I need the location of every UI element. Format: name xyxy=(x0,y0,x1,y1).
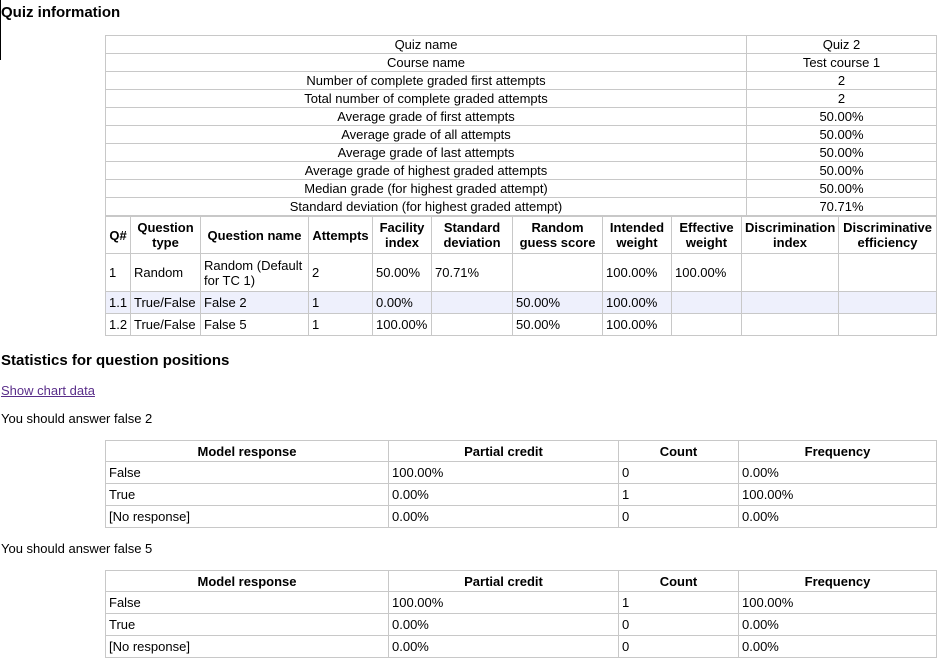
column-header: Discriminative efficiency xyxy=(839,217,937,254)
question-cell xyxy=(742,292,839,314)
response-cell: 0 xyxy=(619,506,739,528)
info-row xyxy=(106,72,937,90)
info-label: Number of complete graded first attempts xyxy=(106,72,747,90)
question-cell: 100.00% xyxy=(603,314,672,336)
question-cell: 100.00% xyxy=(373,314,432,336)
quiz-info-heading: Quiz information xyxy=(1,4,121,21)
response-cell: 100.00% xyxy=(389,462,619,484)
response-cell: 0.00% xyxy=(739,636,937,658)
question-cell xyxy=(432,292,513,314)
response-row xyxy=(106,462,937,484)
response-cell: 100.00% xyxy=(739,484,937,506)
column-header: Facility index xyxy=(373,217,432,254)
info-label: Total number of complete graded attempts xyxy=(106,90,747,108)
question-cell: 70.71% xyxy=(432,254,513,292)
question-cell: 1.2 xyxy=(106,314,131,336)
response-cell: False xyxy=(106,462,389,484)
question-cell xyxy=(742,314,839,336)
info-label: Median grade (for highest graded attempt) xyxy=(106,180,747,198)
info-value: Quiz 2 xyxy=(747,36,937,54)
info-row xyxy=(106,180,937,198)
info-label: Standard deviation (for highest graded attempt) xyxy=(106,198,747,216)
question-row xyxy=(106,314,937,336)
response-cell: 0.00% xyxy=(389,506,619,528)
quiz-info-table xyxy=(105,35,937,216)
question-cell xyxy=(672,292,742,314)
question-cell xyxy=(742,254,839,292)
response-cell: 0 xyxy=(619,614,739,636)
question-text-1: You should answer false 2 xyxy=(1,411,153,426)
response-cell: 100.00% xyxy=(389,592,619,614)
column-header: Standard deviation xyxy=(432,217,513,254)
info-label: Average grade of all attempts xyxy=(106,126,747,144)
response-cell: False xyxy=(106,592,389,614)
question-cell: Random (Default for TC 1) xyxy=(201,254,309,292)
question-cell: False 5 xyxy=(201,314,309,336)
info-value: 50.00% xyxy=(747,144,937,162)
question-cell: Random xyxy=(131,254,201,292)
positions-heading: Statistics for question positions xyxy=(1,352,230,369)
response-cell: 0.00% xyxy=(739,614,937,636)
info-value: 50.00% xyxy=(747,162,937,180)
question-cell: True/False xyxy=(131,292,201,314)
response-cell: 0.00% xyxy=(389,484,619,506)
info-value: 2 xyxy=(747,72,937,90)
response-table-2 xyxy=(105,570,937,658)
column-header: Model response xyxy=(106,441,389,462)
response-row xyxy=(106,592,937,614)
question-cell: 100.00% xyxy=(603,254,672,292)
question-cell: 50.00% xyxy=(513,314,603,336)
question-cell: 50.00% xyxy=(373,254,432,292)
response-cell: True xyxy=(106,484,389,506)
info-label: Average grade of highest graded attempts xyxy=(106,162,747,180)
info-row xyxy=(106,108,937,126)
question-cell xyxy=(672,314,742,336)
column-header: Discrimination index xyxy=(742,217,839,254)
column-header: Effective weight xyxy=(672,217,742,254)
response-cell: 0 xyxy=(619,462,739,484)
column-header: Partial credit xyxy=(389,441,619,462)
info-value: 2 xyxy=(747,90,937,108)
info-label: Average grade of last attempts xyxy=(106,144,747,162)
question-cell: 100.00% xyxy=(603,292,672,314)
column-header: Question name xyxy=(201,217,309,254)
question-cell xyxy=(839,254,937,292)
info-value: 50.00% xyxy=(747,126,937,144)
info-label: Course name xyxy=(106,54,747,72)
info-label: Average grade of first attempts xyxy=(106,108,747,126)
column-header: Random guess score xyxy=(513,217,603,254)
response-cell: [No response] xyxy=(106,506,389,528)
show-chart-data-link[interactable]: Show chart data xyxy=(1,383,95,398)
info-row xyxy=(106,126,937,144)
info-row xyxy=(106,36,937,54)
info-row xyxy=(106,162,937,180)
info-row xyxy=(106,54,937,72)
question-row xyxy=(106,292,937,314)
info-label: Quiz name xyxy=(106,36,747,54)
question-cell: False 2 xyxy=(201,292,309,314)
response-cell: 0.00% xyxy=(739,506,937,528)
response-cell: 100.00% xyxy=(739,592,937,614)
question-row xyxy=(106,254,937,292)
question-cell: 1 xyxy=(106,254,131,292)
response-row xyxy=(106,506,937,528)
question-cell xyxy=(513,254,603,292)
column-header: Model response xyxy=(106,571,389,592)
question-stats-table xyxy=(105,216,937,336)
question-cell: 1 xyxy=(309,292,373,314)
question-cell xyxy=(839,292,937,314)
question-cell: 50.00% xyxy=(513,292,603,314)
response-cell: 0 xyxy=(619,636,739,658)
question-cell: 0.00% xyxy=(373,292,432,314)
column-header: Frequency xyxy=(739,441,937,462)
question-cell: 2 xyxy=(309,254,373,292)
response-cell: 1 xyxy=(619,484,739,506)
info-value: 70.71% xyxy=(747,198,937,216)
response-cell: [No response] xyxy=(106,636,389,658)
question-cell xyxy=(839,314,937,336)
column-header: Intended weight xyxy=(603,217,672,254)
column-header: Q# xyxy=(106,217,131,254)
info-row xyxy=(106,90,937,108)
info-value: 50.00% xyxy=(747,180,937,198)
response-row xyxy=(106,614,937,636)
response-table-1 xyxy=(105,440,937,528)
response-row xyxy=(106,636,937,658)
column-header: Count xyxy=(619,441,739,462)
question-cell: 100.00% xyxy=(672,254,742,292)
response-row xyxy=(106,484,937,506)
column-header: Question type xyxy=(131,217,201,254)
response-cell: 0.00% xyxy=(389,614,619,636)
question-cell: 1 xyxy=(309,314,373,336)
question-text-2: You should answer false 5 xyxy=(1,541,153,556)
column-header: Partial credit xyxy=(389,571,619,592)
question-cell: 1.1 xyxy=(106,292,131,314)
response-cell: 1 xyxy=(619,592,739,614)
info-row xyxy=(106,144,937,162)
column-header: Frequency xyxy=(739,571,937,592)
info-row xyxy=(106,198,937,216)
response-cell: True xyxy=(106,614,389,636)
response-cell: 0.00% xyxy=(739,462,937,484)
response-cell: 0.00% xyxy=(389,636,619,658)
info-value: Test course 1 xyxy=(747,54,937,72)
question-cell xyxy=(432,314,513,336)
question-cell: True/False xyxy=(131,314,201,336)
info-value: 50.00% xyxy=(747,108,937,126)
column-header: Attempts xyxy=(309,217,373,254)
column-header: Count xyxy=(619,571,739,592)
